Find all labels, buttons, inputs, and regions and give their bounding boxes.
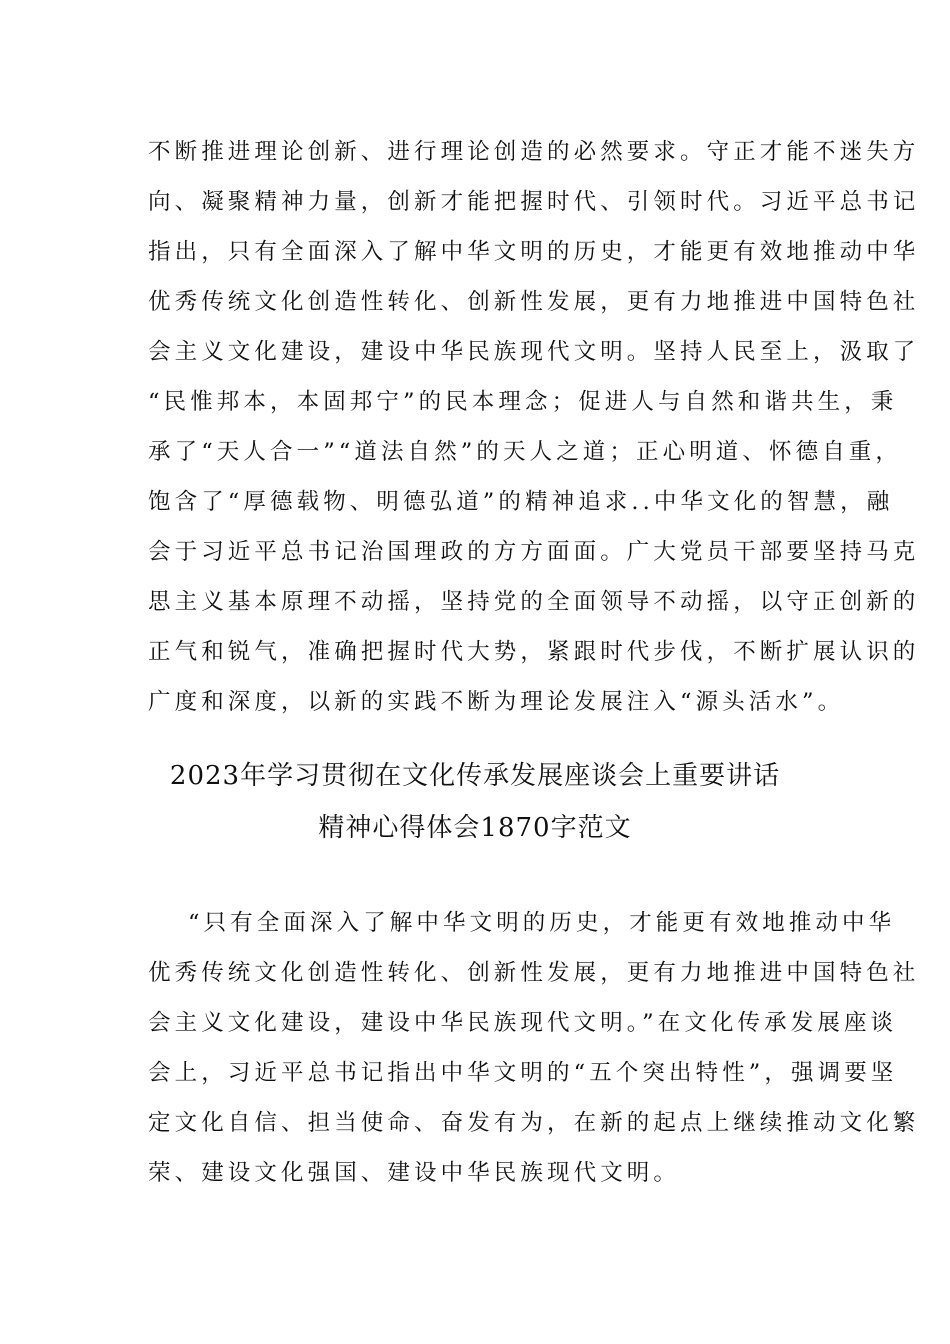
paragraph-line: “民惟邦本，本固邦宁”的民本理念；促进人与自然和谐共生，秉 [148,389,898,415]
paragraph-line: 优秀传统文化创造性转化、创新性发展，更有力地推进中国特色社 [148,960,920,986]
paragraph-line: 向、凝聚精神力量，创新才能把握时代、引领时代。习近平总书记 [148,189,920,215]
title-line-2: 精神心得体会1870字范文 [318,813,632,843]
paragraph-line: 正气和锐气，准确把握时代大势，紧跟时代步伐，不断扩展认识的 [148,639,920,665]
paragraph-line: 饱含了“厚德载物、明德弘道”的精神追求..中华文化的智慧，融 [148,489,894,515]
paragraph-line: 会于习近平总书记治国理政的方方面面。广大党员干部要坚持马克 [148,539,920,565]
paragraph-line: 定文化自信、担当使命、奋发有为，在新的起点上继续推动文化繁 [148,1110,920,1136]
paragraph-line: 不断推进理论创新、进行理论创造的必然要求。守正才能不迷失方 [148,139,920,165]
paragraph-line: 会主义文化建设，建设中华民族现代文明。坚持人民至上，汲取了 [148,339,920,365]
paragraph-line: 会上，习近平总书记指出中华文明的“五个突出特性”，强调要坚 [148,1060,898,1086]
paragraph-line: “只有全面深入了解中华文明的历史，才能更有效地推动中华 [188,910,896,936]
paragraph-line: 会主义文化建设，建设中华民族现代文明。”在文化传承发展座谈 [148,1010,898,1036]
paragraph-line: 指出，只有全面深入了解中华文明的历史，才能更有效地推动中华 [148,239,920,265]
title-line-1: 2023年学习贯彻在文化传承发展座谈会上重要讲话 [169,761,781,791]
paragraph-line: 思主义基本原理不动摇，坚持党的全面领导不动摇，以守正创新的 [148,589,920,615]
paragraph-line: 优秀传统文化创造性转化、创新性发展，更有力地推进中国特色社 [148,289,920,315]
paragraph-line: 荣、建设文化强国、建设中华民族现代文明。 [148,1160,681,1186]
paragraph-line: 广度和深度，以新的实践不断为理论发展注入“源头活水”。 [148,689,845,715]
paragraph-line: 承了“天人合一”“道法自然”的天人之道；正心明道、怀德自重， [148,439,903,465]
